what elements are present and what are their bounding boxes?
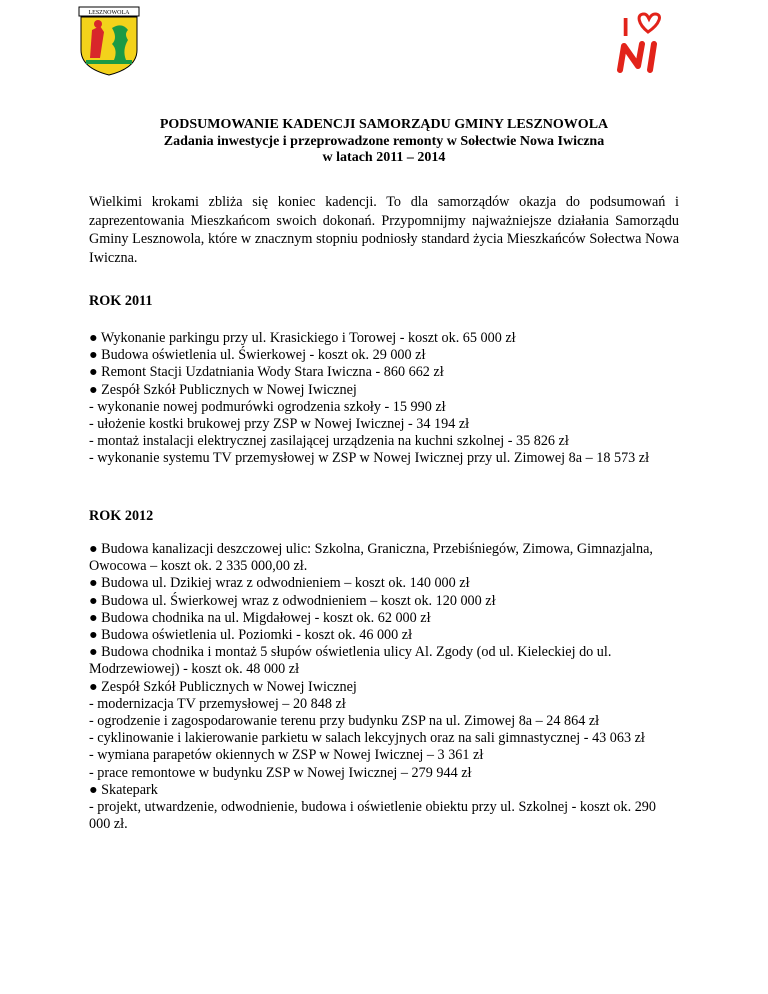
crest-label: LESZNOWOLA [88, 10, 130, 16]
section-title-2011: ROK 2011 [89, 293, 153, 309]
document-period: w latach 2011 – 2014 [322, 150, 446, 165]
list-item: ● Budowa oświetlenia ul. Świerkowej - koszt ok. 29 000 zł [89, 347, 426, 364]
list-item: - montaż instalacji elektrycznej zasilającej urządzenia na kuchni szkolnej - 35 826 zł [89, 433, 569, 450]
list-item: - projekt, utwardzenie, odwodnienie, budowa i oświetlenie obiektu przy ul. Szkolnej - koszt ok. 290 000 zł. [89, 799, 656, 833]
svg-text:I: I [622, 12, 630, 42]
list-item: ● Budowa kanalizacji deszczowej ulic: Szkolna, Graniczna, Przebiśniegów, Zimowa, Gimnazjalna, Owocowa – koszt ok. 2 335 000,00 zł. [89, 541, 653, 575]
list-item: ● Budowa ul. Dzikiej wraz z odwodnieniem – koszt ok. 140 000 zł [89, 575, 470, 592]
list-item: ● Wykonanie parkingu przy ul. Krasickiego i Torowej - koszt ok. 65 000 zł [89, 330, 516, 346]
list-item: - ułożenie kostki brukowej przy ZSP w Nowej Iwicznej - 34 194 zł [89, 416, 470, 433]
section-list-2011 [89, 330, 689, 468]
list-item: - prace remontowe w budynku ZSP w Nowej Iwicznej – 279 944 zł [89, 764, 472, 781]
lesznowola-crest-logo [78, 6, 140, 76]
list-item: - cyklinowanie i lakierowanie parkietu w salach lekcyjnych oraz na sali gimnastycznej - 43 063 zł [89, 730, 645, 747]
list-item: ● Skatepark [89, 781, 158, 798]
i-love-ni-logo [614, 10, 678, 74]
list-item: - wykonanie nowej podmurówki ogrodzenia szkoły - 15 990 zł [89, 398, 446, 415]
list-item: - wykonanie systemu TV przemysłowej w ZSP w Nowej Iwicznej przy ul. Zimowej 8a – 18 573 zł [89, 450, 650, 467]
list-item: ● Remont Stacji Uzdatniania Wody Stara Iwiczna - 860 662 zł [89, 364, 444, 381]
list-item: ● Zespół Szkół Publicznych w Nowej Iwicznej [89, 678, 357, 695]
list-item: ● Budowa oświetlenia ul. Poziomki - koszt ok. 46 000 zł [89, 627, 413, 644]
list-item: ● Budowa ul. Świerkowej wraz z odwodnieniem – koszt ok. 120 000 zł [89, 592, 496, 609]
section-list-2012 [89, 541, 689, 833]
list-item: ● Budowa chodnika i montaż 5 słupów oświetlenia ulicy Al. Zgody (od ul. Kieleckiej do ul. Modrzewiowej) - koszt ok. 48 000 zł [89, 644, 612, 678]
list-item: ● Zespół Szkół Publicznych w Nowej Iwicznej [89, 381, 357, 398]
heart-icon [639, 14, 659, 32]
document-subtitle: Zadania inwestycje i przeprowadzone remonty w Sołectwie Nowa Iwiczna [163, 134, 605, 149]
list-item: - modernizacja TV przemysłowej – 20 848 zł [89, 695, 346, 712]
intro-paragraph: Wielkimi krokami zbliża się koniec kadencji. To dla samorządów okazja do podsumowań i zaprezentowania Mieszkańcom swoich dokonań. Przypomnijmy najważniejsze działania Samorządu Gminy Lesznowola, które w znacznym stopniu podniosły standard życia Mieszkańców Sołectwa Nowa Iwiczna. [89, 194, 679, 266]
crest-shield [81, 17, 137, 75]
document-title: PODSUMOWANIE KADENCJI SAMORZĄDU GMINY LESZNOWOLA [159, 117, 609, 132]
list-item: - ogrodzenie i zagospodarowanie terenu przy budynku ZSP na ul. Zimowej 8a – 24 864 zł [89, 713, 600, 730]
list-item: - wymiana parapetów okiennych w ZSP w Nowej Iwicznej – 3 361 zł [89, 747, 484, 764]
list-item: ● Budowa chodnika na ul. Migdałowej - koszt ok. 62 000 zł [89, 609, 431, 626]
section-title-2012: ROK 2012 [89, 508, 154, 524]
